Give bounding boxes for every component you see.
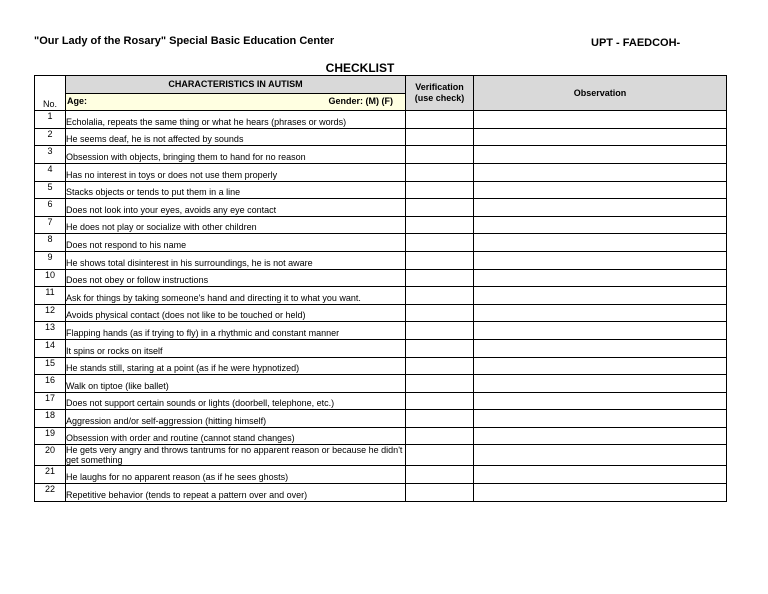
row-number: 3 bbox=[35, 146, 66, 164]
observation-cell[interactable] bbox=[474, 181, 727, 199]
row-number: 6 bbox=[35, 199, 66, 217]
observation-cell[interactable] bbox=[474, 339, 727, 357]
row-number: 5 bbox=[35, 181, 66, 199]
characteristic-text: Ask for things by taking someone's hand and directing it to what you want. bbox=[66, 287, 406, 305]
row-number: 10 bbox=[35, 269, 66, 287]
verification-check-cell[interactable] bbox=[406, 410, 474, 428]
characteristic-text: He laughs for no apparent reason (as if he sees ghosts) bbox=[66, 466, 406, 484]
row-number: 9 bbox=[35, 251, 66, 269]
row-number: 8 bbox=[35, 234, 66, 252]
table-row bbox=[35, 466, 727, 484]
characteristic-text: Stacks objects or tends to put them in a line bbox=[66, 181, 406, 199]
characteristic-text: It spins or rocks on itself bbox=[66, 339, 406, 357]
characteristic-text: He does not play or socialize with other children bbox=[66, 216, 406, 234]
table-row bbox=[35, 111, 727, 129]
row-number: 19 bbox=[35, 427, 66, 445]
verification-check-cell[interactable] bbox=[406, 357, 474, 375]
observation-cell[interactable] bbox=[474, 304, 727, 322]
verification-check-cell[interactable] bbox=[406, 163, 474, 181]
table-row bbox=[35, 339, 727, 357]
verification-check-cell[interactable] bbox=[406, 216, 474, 234]
verification-check-cell[interactable] bbox=[406, 375, 474, 393]
verification-header: Verification (use check) bbox=[406, 76, 474, 111]
table-row bbox=[35, 410, 727, 428]
verification-check-cell[interactable] bbox=[406, 181, 474, 199]
row-number: 16 bbox=[35, 375, 66, 393]
row-number: 1 bbox=[35, 111, 66, 129]
table-row bbox=[35, 269, 727, 287]
observation-cell[interactable] bbox=[474, 163, 727, 181]
row-number: 20 bbox=[35, 445, 66, 466]
observation-cell[interactable] bbox=[474, 234, 727, 252]
characteristic-text: Repetitive behavior (tends to repeat a pattern over and over) bbox=[66, 484, 406, 502]
row-number: 12 bbox=[35, 304, 66, 322]
row-number: 2 bbox=[35, 128, 66, 146]
gender-label: Gender: (M) (F) bbox=[328, 96, 393, 107]
observation-cell[interactable] bbox=[474, 269, 727, 287]
checklist-table bbox=[34, 75, 727, 502]
observation-cell[interactable] bbox=[474, 216, 727, 234]
table-row bbox=[35, 146, 727, 164]
observation-cell[interactable] bbox=[474, 392, 727, 410]
table-row bbox=[35, 445, 727, 466]
table-row bbox=[35, 427, 727, 445]
table-row bbox=[35, 357, 727, 375]
header-row bbox=[35, 76, 727, 94]
school-name: "Our Lady of the Rosary" Special Basic Education Center bbox=[34, 35, 335, 47]
table-row bbox=[35, 322, 727, 340]
observation-cell[interactable] bbox=[474, 375, 727, 393]
characteristic-text: Obsession with order and routine (cannot stand changes) bbox=[66, 427, 406, 445]
observation-cell[interactable] bbox=[474, 466, 727, 484]
table-row bbox=[35, 484, 727, 502]
no-column-header: No. bbox=[35, 76, 66, 111]
observation-cell[interactable] bbox=[474, 111, 727, 129]
table-row bbox=[35, 163, 727, 181]
row-number: 11 bbox=[35, 287, 66, 305]
characteristic-text: Does not look into your eyes, avoids any eye contact bbox=[66, 199, 406, 217]
table-row bbox=[35, 287, 727, 305]
row-number: 15 bbox=[35, 357, 66, 375]
verification-check-cell[interactable] bbox=[406, 269, 474, 287]
characteristic-text: He stands still, staring at a point (as if he were hypnotized) bbox=[66, 357, 406, 375]
verification-check-cell[interactable] bbox=[406, 304, 474, 322]
age-gender-cell[interactable] bbox=[66, 93, 406, 111]
verification-check-cell[interactable] bbox=[406, 427, 474, 445]
verification-check-cell[interactable] bbox=[406, 234, 474, 252]
verification-check-cell[interactable] bbox=[406, 251, 474, 269]
characteristics-header: CHARACTERISTICS IN AUTISM bbox=[66, 76, 406, 94]
characteristic-text: Walk on tiptoe (like ballet) bbox=[66, 375, 406, 393]
observation-cell[interactable] bbox=[474, 410, 727, 428]
characteristic-text: Has no interest in toys or does not use them properly bbox=[66, 163, 406, 181]
characteristic-text: He gets very angry and throws tantrums for no apparent reason or because he didn't get something bbox=[66, 445, 406, 466]
characteristic-text: Obsession with objects, bringing them to hand for no reason bbox=[66, 146, 406, 164]
characteristic-text: Does not respond to his name bbox=[66, 234, 406, 252]
observation-cell[interactable] bbox=[474, 484, 727, 502]
verification-check-cell[interactable] bbox=[406, 111, 474, 129]
verification-check-cell[interactable] bbox=[406, 128, 474, 146]
row-number: 18 bbox=[35, 410, 66, 428]
characteristic-text: Does not support certain sounds or lights (doorbell, telephone, etc.) bbox=[66, 392, 406, 410]
verification-check-cell[interactable] bbox=[406, 392, 474, 410]
age-label: Age: bbox=[67, 96, 87, 107]
characteristic-text: Does not obey or follow instructions bbox=[66, 269, 406, 287]
observation-cell[interactable] bbox=[474, 445, 727, 466]
row-number: 22 bbox=[35, 484, 66, 502]
table-row bbox=[35, 128, 727, 146]
row-number: 21 bbox=[35, 466, 66, 484]
characteristic-text: Aggression and/or self-aggression (hitting himself) bbox=[66, 410, 406, 428]
observation-cell[interactable] bbox=[474, 251, 727, 269]
row-number: 4 bbox=[35, 163, 66, 181]
observation-cell[interactable] bbox=[474, 146, 727, 164]
characteristic-text: He shows total disinterest in his surroundings, he is not aware bbox=[66, 251, 406, 269]
observation-cell[interactable] bbox=[474, 357, 727, 375]
observation-cell[interactable] bbox=[474, 322, 727, 340]
document-code: UPT - FAEDCOH- bbox=[591, 37, 681, 49]
checklist-title: CHECKLIST bbox=[325, 61, 395, 75]
verification-check-cell[interactable] bbox=[406, 466, 474, 484]
table-row bbox=[35, 375, 727, 393]
verification-check-cell[interactable] bbox=[406, 146, 474, 164]
characteristic-text: He seems deaf, he is not affected by sounds bbox=[66, 128, 406, 146]
row-number: 14 bbox=[35, 339, 66, 357]
verification-check-cell[interactable] bbox=[406, 339, 474, 357]
characteristic-text: Echolalia, repeats the same thing or what he hears (phrases or words) bbox=[66, 111, 406, 129]
observation-cell[interactable] bbox=[474, 427, 727, 445]
table-row bbox=[35, 392, 727, 410]
characteristic-text: Flapping hands (as if trying to fly) in a rhythmic and constant manner bbox=[66, 322, 406, 340]
verification-check-cell[interactable] bbox=[406, 199, 474, 217]
table-row bbox=[35, 216, 727, 234]
table-row bbox=[35, 199, 727, 217]
observation-header: Observation bbox=[474, 76, 727, 111]
observation-cell[interactable] bbox=[474, 128, 727, 146]
observation-cell[interactable] bbox=[474, 199, 727, 217]
table-row bbox=[35, 304, 727, 322]
table-row bbox=[35, 251, 727, 269]
verification-check-cell[interactable] bbox=[406, 322, 474, 340]
table-row bbox=[35, 181, 727, 199]
row-number: 7 bbox=[35, 216, 66, 234]
row-number: 13 bbox=[35, 322, 66, 340]
characteristic-text: Avoids physical contact (does not like to be touched or held) bbox=[66, 304, 406, 322]
verification-check-cell[interactable] bbox=[406, 484, 474, 502]
verification-check-cell[interactable] bbox=[406, 445, 474, 466]
verification-check-cell[interactable] bbox=[406, 287, 474, 305]
row-number: 17 bbox=[35, 392, 66, 410]
table-row bbox=[35, 234, 727, 252]
observation-cell[interactable] bbox=[474, 287, 727, 305]
